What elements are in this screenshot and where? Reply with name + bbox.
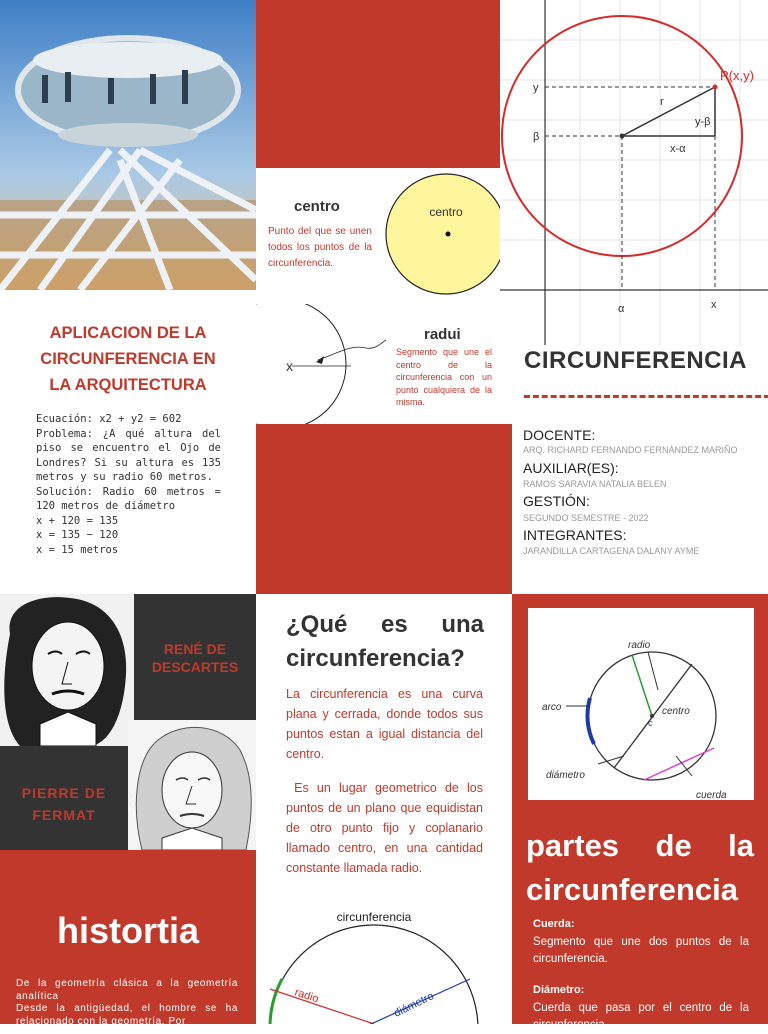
partes-diagram-box xyxy=(528,608,754,800)
point-p-label: P(x,y) xyxy=(720,68,754,83)
radio-heading: radui xyxy=(424,326,461,343)
auxiliar-name: RAMOS SARAVIA NATALIA BELEN xyxy=(523,479,667,489)
aplicacion-panel xyxy=(0,290,256,594)
centro-circle xyxy=(386,174,500,294)
diagram-radio-label: radio xyxy=(293,986,321,1006)
r-label: r xyxy=(660,96,664,108)
radio-circle-arc xyxy=(256,304,346,424)
auxiliar-label: AUXILIAR(ES): xyxy=(523,460,619,476)
centro-description: Punto del que se unen todos los puntos de la circunferencia. xyxy=(268,226,372,269)
historia-text: De la geometría clásica a la geometría analítica Desde la antigüedad, el hombre se ha relacionado con la geometría. Por xyxy=(16,978,238,1027)
london-eye-photo xyxy=(0,0,256,290)
aplicacion-title: APLICACION DE LA CIRCUNFERENCIA EN LA ARQUITECTURA xyxy=(40,324,216,394)
radio-description: Segmento que une el centro de la circunferencia con un punto cualquiera de la misma. xyxy=(396,347,492,407)
centro-panel xyxy=(256,168,500,304)
descartes-name-block xyxy=(134,594,256,720)
descartes-portrait xyxy=(0,594,134,746)
red-decor-block xyxy=(256,0,500,168)
diagram-diam-line xyxy=(316,979,470,1024)
step-line-3: x = 15 metros xyxy=(36,543,119,556)
solucion-line: Solución: Radio 60 metros = 120 metros de diámetro xyxy=(36,485,221,512)
cover-divider xyxy=(524,395,768,398)
y-minus-beta-label: y-β xyxy=(695,116,711,128)
partes-centro-label: centro xyxy=(662,706,690,717)
historia-panel xyxy=(0,850,256,1027)
partes-title: partes de la circunferencia xyxy=(526,828,754,907)
partes-cuerda-label: cuerda xyxy=(696,790,727,800)
step-line-2: x = 135 − 120 xyxy=(36,529,119,541)
step-line-1: x + 120 = 135 xyxy=(36,514,119,527)
partes-cuerda xyxy=(644,748,714,780)
cuerda-label: Cuerda: xyxy=(533,918,575,930)
cuerda-desc: Segmento que une dos puntos de la circunferencia. xyxy=(533,936,749,965)
centro-heading: centro xyxy=(294,198,340,215)
partes-radio-label: radio xyxy=(628,640,651,651)
cover-title-block xyxy=(512,345,768,595)
radio-panel xyxy=(256,304,500,424)
integrantes-name: JARANDILLA CARTAGENA DALANY AYME xyxy=(523,546,700,556)
diagram-radio-line xyxy=(270,989,374,1024)
gestion-value: SEGUNDO SEMESTRE - 2022 xyxy=(523,513,649,523)
que-es-panel xyxy=(256,594,512,1024)
descartes-name: RENÉ DE DESCARTES xyxy=(151,641,239,675)
docente-name: ARQ. RICHARD FERNANDO FERNÁNDEZ MARIÑO xyxy=(523,445,738,455)
problema-line: Problema: ¿A qué altura del piso se encuentro el Ojo de Londres? Si su altura es 135 metros y su radio 60 metros. xyxy=(36,427,221,483)
svg-text:x: x xyxy=(286,358,293,374)
que-es-paragraph-1: La circunferencia es una curva plana y cerrada, donde todos sus puntos estan a igual distancia del centro. xyxy=(286,687,483,761)
fermat-name-block xyxy=(0,746,128,850)
partes-diametro-label: diámetro xyxy=(546,770,585,781)
diametro-desc: Cuerda que pasa por el centro de la circunferencia. xyxy=(533,1002,749,1031)
gestion-label: GESTIÓN: xyxy=(523,493,590,509)
centro-dot xyxy=(446,232,451,237)
fermat-portrait xyxy=(128,720,256,850)
docente-label: DOCENTE: xyxy=(523,427,596,443)
que-es-paragraph-2: Es un lugar geometrico de los puntos de un plano que equidistan de otro punto fijo y coplanario llamado centro, en una cantidad constante llamada radio. xyxy=(286,781,487,875)
y-tick-label: y xyxy=(533,82,539,94)
diagram-circ-label: circunferencia xyxy=(336,910,412,924)
beta-tick-label: β xyxy=(533,131,540,143)
aplicacion-body xyxy=(36,412,221,557)
partes-c-label: c xyxy=(648,718,653,728)
x-minus-alpha-label: x-α xyxy=(670,143,686,155)
ecuacion-line: Ecuación: x2 + y2 = 602 xyxy=(36,413,182,425)
x-tick-label: x xyxy=(711,299,717,311)
diagram-circle xyxy=(270,925,478,1024)
point-p xyxy=(713,85,718,90)
alpha-tick-label: α xyxy=(618,303,625,315)
integrantes-label: INTEGRANTES: xyxy=(523,527,627,543)
que-es-title: ¿Qué es una circunferencia? xyxy=(286,611,484,672)
partes-panel xyxy=(512,594,768,1031)
partes-arco-label: arco xyxy=(542,702,562,713)
coordinate-graph-panel xyxy=(500,0,768,345)
fermat-name: PIERRE DE FERMAT xyxy=(21,785,107,823)
centro-circle-label: centro xyxy=(429,205,463,219)
red-decor-block-2 xyxy=(256,424,512,594)
diametro-label: Diámetro: xyxy=(533,984,585,996)
historia-title: histortia xyxy=(56,910,199,951)
diagram-diam-label: diámetro xyxy=(392,990,436,1020)
cover-title: CIRCUNFERENCIA xyxy=(524,347,747,374)
